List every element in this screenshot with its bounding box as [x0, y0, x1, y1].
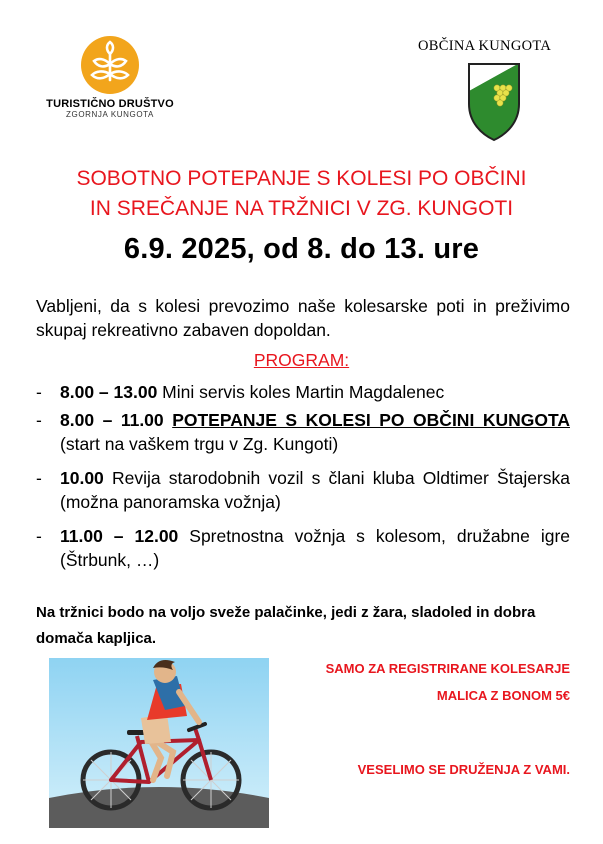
closing-note: VESELIMO SE DRUŽENJA Z VAMI.	[357, 762, 570, 777]
municipality-title: OBČINA KUNGOTA	[418, 38, 552, 54]
program-time: 11.00 – 12.00	[60, 526, 179, 546]
registration-line-1: SAMO ZA REGISTRIRANE KOLESARJE	[325, 661, 570, 676]
event-headline	[0, 164, 603, 224]
event-date: 6.9. 2025, od 8. do 13. ure	[123, 233, 480, 265]
intro-paragraph: Vabljeni, da s kolesi prevozimo naše kolesarske poti in preživimo skupaj rekreativno zabaven dopoldan.	[36, 296, 570, 340]
cyclist-illustration	[49, 658, 269, 828]
program-time: 8.00 – 11.00	[60, 410, 164, 430]
headline-line-2: IN SREČANJE NA TRŽNICI V ZG. KUNGOTI	[89, 197, 514, 220]
municipality-crest-icon	[467, 62, 521, 142]
program-time: 8.00 – 13.00	[60, 382, 158, 402]
program-item: - 10.00 Revija starodobnih vozil s člani kluba Oldtimer Štajerska (možna panoramska vožnja)	[36, 468, 570, 512]
society-name: TURISTIČNO DRUŠTVO	[46, 98, 174, 110]
program-highlight: POTEPANJE S KOLESI PO OBČINI KUNGOTA	[172, 410, 570, 430]
program-item: - 11.00 – 12.00 Spretnostna vožnja s kolesom, družabne igre (Štrbunk, …)	[36, 526, 570, 570]
cyclist-icon	[49, 658, 269, 828]
program-heading: PROGRAM:	[253, 350, 350, 370]
registration-note	[290, 655, 570, 709]
registration-line-2: MALICA Z BONOM 5€	[436, 688, 570, 703]
market-note: Na tržnici bodo na voljo sveže palačinke, jedi z žara, sladoled in dobra domača kapljica.	[36, 604, 536, 647]
program-item: - 8.00 – 13.00 Mini servis koles Martin Magdalenec	[36, 382, 445, 402]
society-subtitle: ZGORNJA KUNGOTA	[66, 110, 154, 119]
program-text: Mini servis koles Martin Magdalenec	[157, 382, 445, 402]
flower-logo-icon	[79, 34, 141, 96]
program-item: - 8.00 – 11.00 POTEPANJE S KOLESI PO OBČINI KUNGOTA (start na vaškem trgu v Zg. Kungoti)	[36, 410, 570, 454]
program-text: Revija starodobnih vozil s člani kluba Oldtimer Štajerska (možna panoramska vožnja)	[60, 468, 570, 512]
headline-line-1: SOBOTNO POTEPANJE S KOLESI PO OBČINI	[76, 167, 527, 190]
program-time: 10.00	[60, 468, 104, 488]
tourist-society-logo	[40, 34, 180, 144]
program-text: Spretnostna vožnja s kolesom, družabne igre (Štrbunk, …)	[60, 526, 570, 570]
program-text: (start na vaškem trgu v Zg. Kungoti)	[60, 434, 339, 454]
